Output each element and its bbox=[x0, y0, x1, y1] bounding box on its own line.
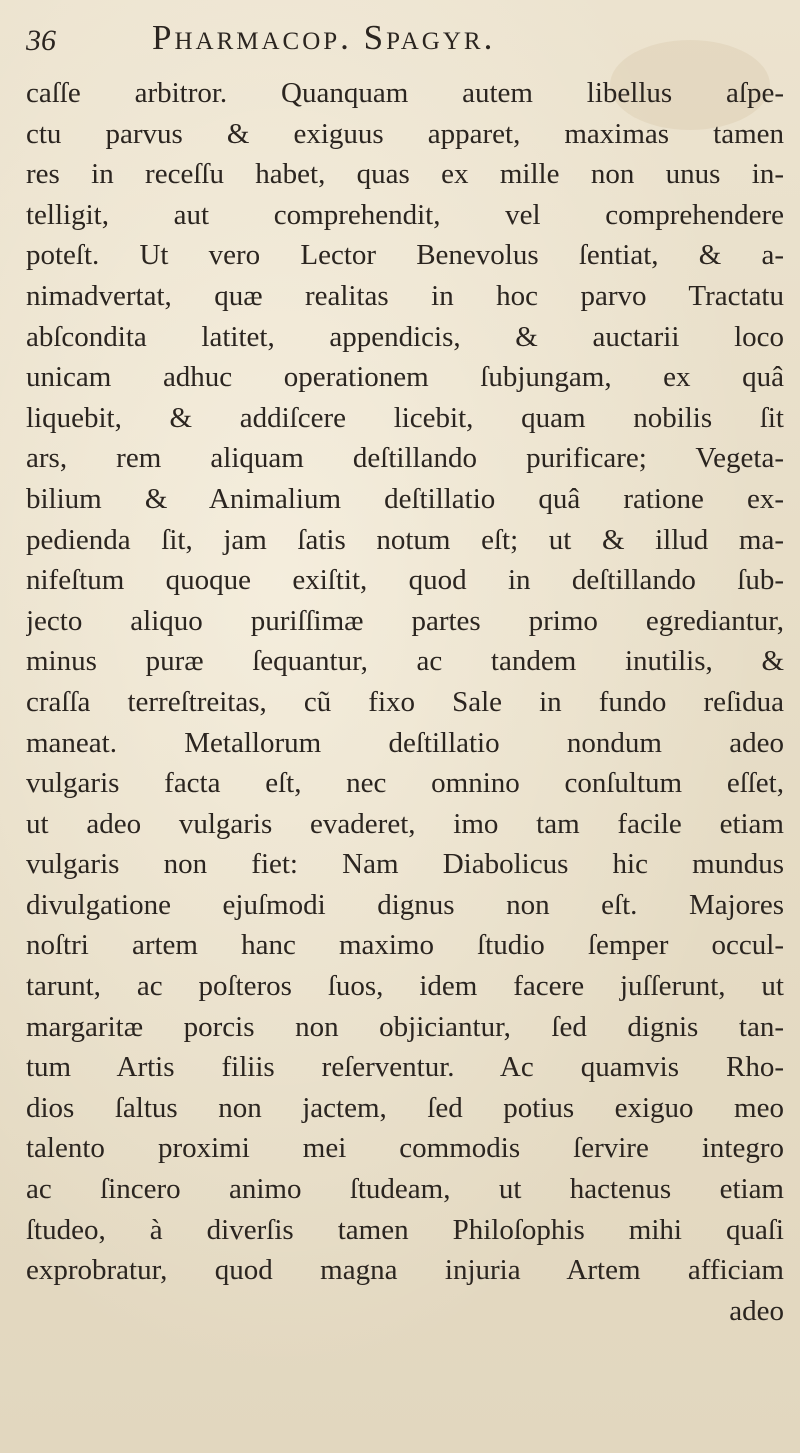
catchword: adeo bbox=[729, 1294, 784, 1327]
text-line: exprobratur, quod magna injuria Artem afficiam bbox=[26, 1254, 784, 1287]
text-line: minus puræ ſequantur, ac tandem inutilis, & bbox=[26, 645, 784, 678]
text-line: unicam adhuc operationem ſubjungam, ex quâ bbox=[26, 361, 784, 394]
text-line: vulgaris non fiet: Nam Diabolicus hic mundus bbox=[26, 848, 784, 881]
text-line: ut adeo vulgaris evaderet, imo tam facile etiam bbox=[26, 807, 784, 840]
text-line: dios ſaltus non jactem, ſed potius exiguo meo bbox=[26, 1091, 784, 1124]
body-text bbox=[26, 73, 784, 1331]
page-header bbox=[26, 18, 766, 66]
text-line: margaritæ porcis non objiciantur, ſed dignis tan- bbox=[26, 1010, 784, 1043]
text-line: ctu parvus & exiguus apparet, maximas tamen bbox=[26, 117, 784, 150]
text-line: talento proximi mei commodis ſervire integro bbox=[26, 1132, 784, 1165]
text-line: caſſe arbitror. Quanquam autem libellus aſpe- bbox=[26, 77, 784, 109]
text-line: pedienda ſit, jam ſatis notum eſt; ut & illud ma- bbox=[26, 523, 784, 556]
page-number: 36 bbox=[26, 24, 56, 57]
text-line: ac ſincero animo ſtudeam, ut hactenus etiam bbox=[26, 1173, 784, 1206]
text-line: nifeſtum quoque exiſtit, quod in deſtillando ſub- bbox=[26, 564, 784, 597]
text-line: jecto aliquo puriſſimæ partes primo egrediantur, bbox=[26, 604, 784, 637]
text-line: vulgaris facta eſt, nec omnino conſultum eſſet, bbox=[26, 767, 784, 800]
text-line: liquebit, & addiſcere licebit, quam nobilis ſit bbox=[26, 401, 784, 434]
text-line: ars, rem aliquam deſtillando purificare; Vegeta- bbox=[26, 442, 784, 475]
text-line: nimadvertat, quæ realitas in hoc parvo Tractatu bbox=[26, 279, 784, 312]
text-line: telligit, aut comprehendit, vel comprehendere bbox=[26, 198, 784, 231]
text-line: noſtri artem hanc maximo ſtudio ſemper occul- bbox=[26, 929, 784, 962]
running-title: Pharmacop. Spagyr. bbox=[152, 18, 496, 57]
text-line: res in receſſu habet, quas ex mille non unus in- bbox=[26, 158, 784, 191]
text-line: ſtudeo, à diverſis tamen Philoſophis mihi quaſi bbox=[26, 1213, 784, 1246]
text-line: poteſt. Ut vero Lector Benevolus ſentiat, & a- bbox=[26, 239, 784, 272]
text-line: bilium & Animalium deſtillatio quâ ratione ex- bbox=[26, 482, 784, 515]
text-line: tum Artis filiis reſerventur. Ac quamvis Rho- bbox=[26, 1051, 784, 1084]
text-line: maneat. Metallorum deſtillatio nondum adeo bbox=[26, 726, 784, 759]
text-line: craſſa terreſtreitas, cũ fixo Sale in fundo reſidua bbox=[26, 685, 784, 718]
text-line: divulgatione ejuſmodi dignus non eſt. Majores bbox=[26, 888, 784, 921]
text-line: abſcondita latitet, appendicis, & auctarii loco bbox=[26, 320, 784, 353]
text-line: tarunt, ac poſteros ſuos, idem facere juſſerunt, ut bbox=[26, 970, 784, 1003]
